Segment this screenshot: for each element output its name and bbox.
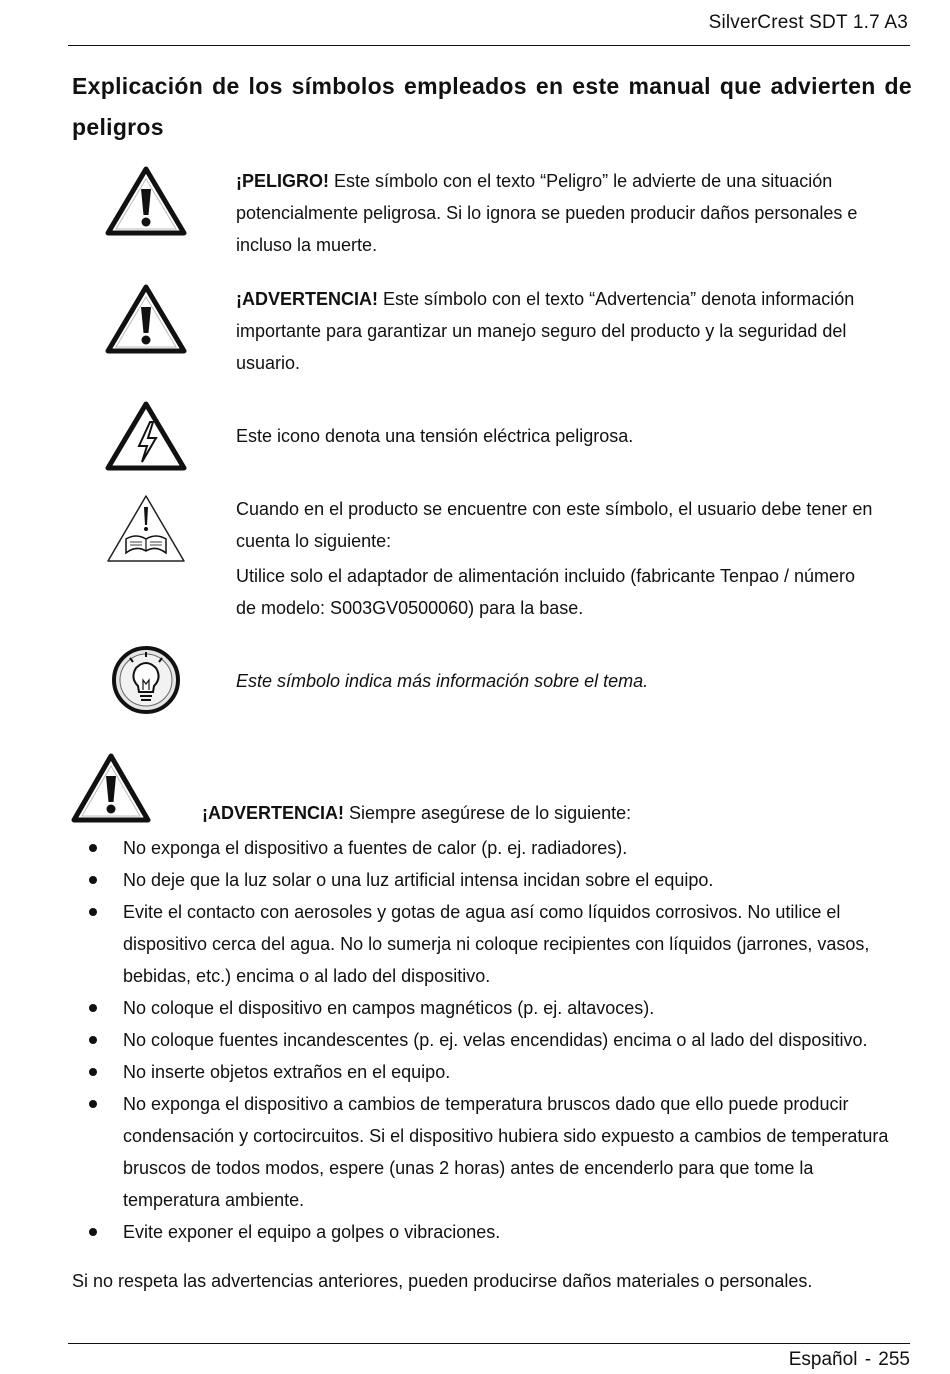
list-item-text: No coloque el dispositivo en campos magnéticos (p. ej. altavoces).: [123, 998, 655, 1018]
bullet-dot: [89, 1228, 97, 1236]
list-item: [0, 992, 903, 1024]
warning-block-intro-text: Siempre asegúrese de lo siguiente:: [344, 803, 632, 823]
page-header-product: SilverCrest SDT 1.7 A3: [708, 12, 908, 33]
list-item-text: No deje que la luz solar o una luz artificial intensa incidan sobre el equipo.: [123, 870, 714, 890]
list-item: [0, 1056, 903, 1088]
danger-description: Este símbolo con el texto “Peligro” le advierte de una situación potencialmente peligrosa. Si lo ignora se pueden producir daños personales e incluso la muerte.: [236, 171, 858, 255]
bullet-dot: [89, 908, 97, 916]
list-item-text: No inserte objetos extraños en el equipo.: [123, 1062, 451, 1082]
bullet-dot: [89, 876, 97, 884]
symbol-high-voltage-text: Este icono denota una tensión eléctrica peligrosa.: [236, 426, 634, 446]
bullet-dot: [89, 1068, 97, 1076]
list-item: [0, 1216, 903, 1248]
danger-label: ¡PELIGRO!: [236, 171, 329, 191]
lightbulb-info-icon: [108, 644, 184, 716]
bullet-dot: [89, 1004, 97, 1012]
section-title: Explicación de los símbolos empleados en este manual que advierten de peligros: [72, 73, 912, 140]
warning-block-intro: [202, 798, 631, 828]
list-item: [0, 832, 903, 864]
list-item: [0, 896, 903, 992]
list-item: [0, 1088, 903, 1216]
warning-triangle-icon: [70, 752, 152, 824]
page-footer-number: Español - 255: [788, 1349, 910, 1370]
danger-triangle-icon: [104, 165, 188, 237]
warning-list: [0, 832, 950, 1248]
footer-divider: [68, 1343, 910, 1344]
symbol-warning-text: [236, 283, 906, 379]
warning-label: ¡ADVERTENCIA!: [236, 289, 378, 309]
list-item: [0, 864, 903, 896]
list-item-text: No exponga el dispositivo a fuentes de calor (p. ej. radiadores).: [123, 838, 628, 858]
list-item-text: Evite exponer el equipo a golpes o vibraciones.: [123, 1222, 501, 1242]
list-item-text: No coloque fuentes incandescentes (p. ej. velas encendidas) encima o al lado del dispositivo.: [123, 1030, 868, 1050]
list-item: [0, 1024, 903, 1056]
bullet-dot: [89, 1036, 97, 1044]
warning-block-label: ¡ADVERTENCIA!: [202, 803, 344, 823]
read-manual-icon: [104, 493, 188, 565]
list-item-text: Evite el contacto con aerosoles y gotas de agua así como líquidos corrosivos. No utilice el dispositivo cerca del agua. No lo sumerja ni coloque recipientes con líquidos (jarrones, vasos, bebidas, etc.) encima o al lado del dispositivo.: [123, 902, 870, 986]
bullet-dot: [89, 1100, 97, 1108]
bullet-dot: [89, 844, 97, 852]
closing-note: Si no respeta las advertencias anteriores, pueden producirse daños materiales o personales.: [72, 1271, 813, 1291]
symbol-read-manual-text: Cuando en el producto se encuentre con este símbolo, el usuario debe tener en cuenta lo siguiente:: [236, 499, 873, 551]
list-item-text: No exponga el dispositivo a cambios de temperatura bruscos dado que ello puede producir condensación y cortocircuitos. Si el dispositivo hubiera sido expuesto a cambios de temperatura bruscos de todos modos, espere (unas 2 horas) antes de encenderlo para que tome la temperatura ambiente.: [123, 1094, 889, 1210]
symbol-read-manual-note: Utilice solo el adaptador de alimentación incluido (fabricante Tenpao / número de modelo: S003GV0500060) para la base.: [236, 566, 856, 618]
warning-triangle-icon: [104, 283, 188, 355]
warning-description: Este símbolo con el texto “Advertencia” denota información importante para garantizar un manejo seguro del producto y la seguridad del usuario.: [236, 289, 855, 373]
high-voltage-icon: [104, 400, 188, 472]
header-divider: [68, 45, 910, 46]
symbol-info-text: Este símbolo indica más información sobre el tema.: [236, 671, 649, 691]
symbol-danger-text: [236, 165, 906, 261]
